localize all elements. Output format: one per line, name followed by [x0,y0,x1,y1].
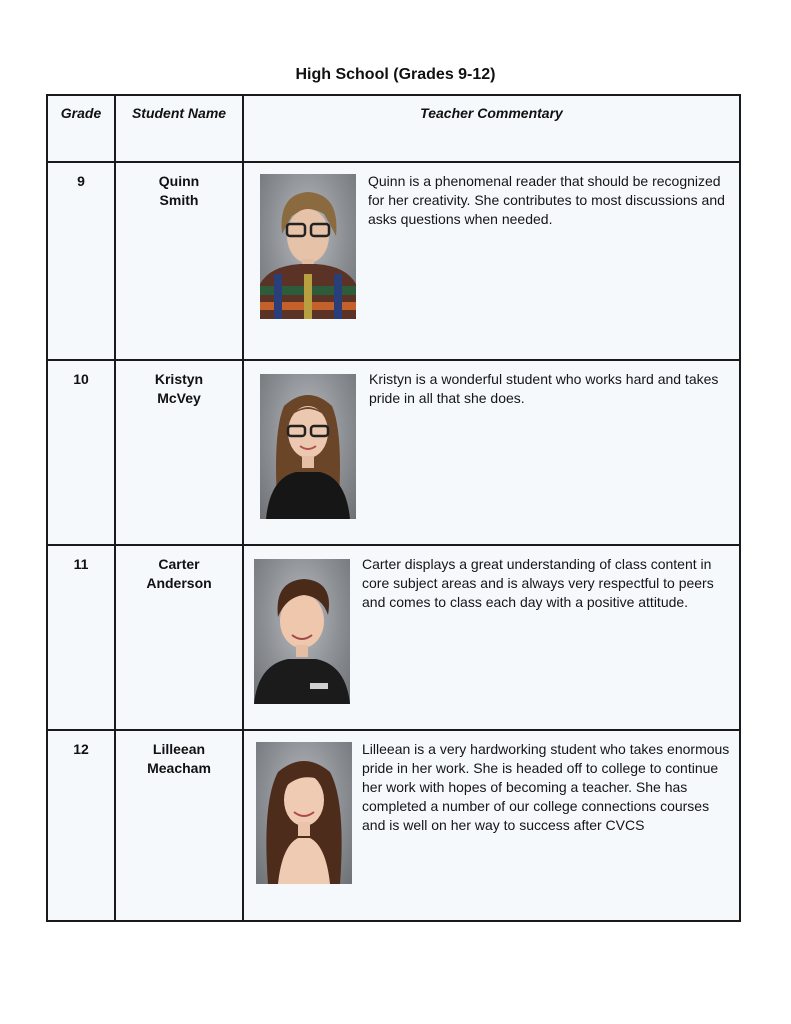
header-student-name: Student Name [115,95,243,162]
first-name: Quinn [158,173,200,189]
first-name: Kristyn [154,371,204,387]
teacher-commentary: Carter displays a great understanding of class content in core subject areas and is always very respectful to peers and comes to class each day with a positive attitude. [362,556,714,610]
teacher-commentary: Kristyn is a wonderful student who works hard and takes pride in all that she does. [369,371,719,406]
table-row [47,545,740,730]
student-portrait-icon [256,742,352,884]
commentary-cell [243,545,740,730]
student-photo [260,174,356,319]
student-name-cell [115,360,243,545]
teacher-commentary: Quinn is a phenomenal reader that should be recognized for her creativity. She contributes to most discussions and asks questions when needed. [368,173,725,227]
first-name: Carter [158,556,200,572]
last-name: Meacham [147,760,211,776]
commentary-cell [243,360,740,545]
page-title: High School (Grades 9-12) [295,66,496,83]
student-portrait-icon [254,559,350,704]
student-name-cell [115,730,243,921]
student-photo [260,374,356,519]
first-name: Lilleean [152,741,206,757]
student-portrait-icon [260,174,356,319]
grade-cell: 9 [47,162,115,360]
header-teacher-commentary: Teacher Commentary [243,95,740,162]
commentary-cell [243,730,740,921]
student-table [46,94,741,922]
table-row [47,162,740,360]
grade-cell: 10 [47,360,115,545]
student-name-cell [115,545,243,730]
header-grade: Grade [47,95,115,162]
last-name: Anderson [146,575,212,591]
table-row [47,730,740,921]
student-photo [254,559,350,704]
last-name: McVey [157,390,201,406]
teacher-commentary: Lilleean is a very hardworking student who takes enormous pride in her work. She is headed off to college to continue her work with hopes of becoming a teacher. She has completed a number of our college connections courses and is well on her way to success after CVCS [362,741,730,833]
header-row [47,95,740,162]
student-photo [256,742,352,884]
grade-cell: 11 [47,545,115,730]
last-name: Smith [159,192,199,208]
student-portrait-icon [260,374,356,519]
commentary-cell [243,162,740,360]
table-row [47,360,740,545]
grade-cell: 12 [47,730,115,921]
student-name-cell [115,162,243,360]
